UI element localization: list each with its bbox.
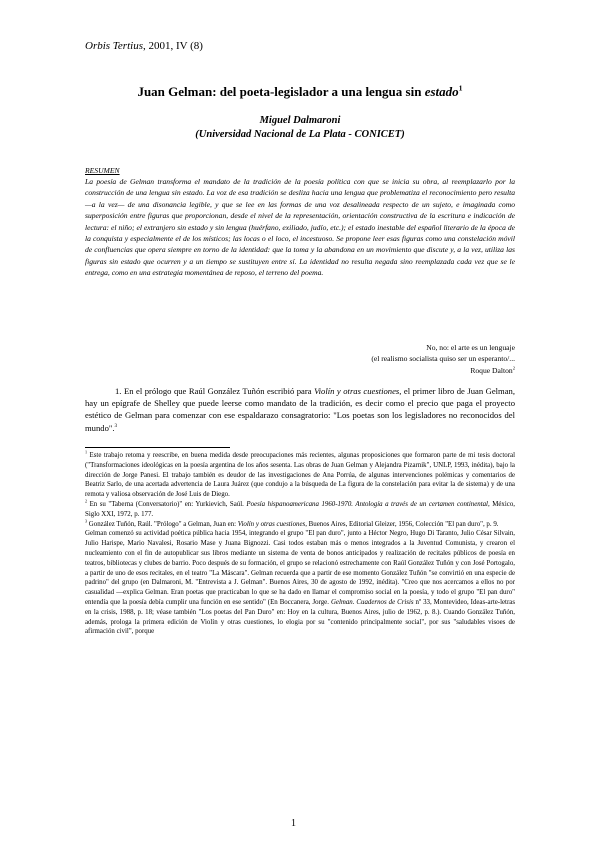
- footnote-3-number: 3: [85, 518, 88, 524]
- footnote-1-number: 1: [85, 449, 88, 455]
- footnote-2-number: 2: [85, 498, 88, 504]
- footnote-3: [85, 520, 515, 530]
- paragraph-1: [85, 385, 515, 434]
- epigraph-line-2: (el realismo socialista quiso ser un esperanto/...: [371, 354, 515, 364]
- title-main: Juan Gelman: del poeta-legislador a una lengua sin: [137, 84, 425, 99]
- footnote-3-cont-start: Gelman comenzó su actividad poética pública hacia 1954, integrando el grupo "El pan duro", junto a Héctor Negro, Hugo Di Taranto, Julio César Silvain, Julio Harispe, Mario Navalesi, Rosario Mase y Juana Bignozzi. Casi todos estaban más o menos integrados a la Juventud Comunista, y crearon el nucleamiento con el fin de autopublicar sus libros mediante un sistema de venta de bonos anticipados y realización de recitales públicos de poesía en teatros, bibliotecas y clubes de barrio. Poco después de su formación, el grupo se relacionó estrechamente con Raúl González Tuñón y con José Portogalo, a partir de uno de esos recitales, en el teatro "La Máscara". Gelman recuerda que a partir de ese momento González Tuñón "se convirtió en una especie de padrino" del grupo (en Dalmaroni, M. "Entrevista a J. Gelman". Buenos Aires, 30 de agosto de 1992, inédita). "Creo que nos acercamos a ellos no por casualidad —explica Gelman. Eran poetas que practicaban lo que se ha dado en llamar el compromiso social en la poesía, y todo el grupo "El pan duro" entendía que la poesía debía cumplir una función en ese sentido" (En Boccanera, Jorge.: [85, 530, 515, 606]
- title-italic: estado: [424, 84, 459, 99]
- paragraph-1-book-title: Violín y otras cuestiones: [314, 386, 400, 396]
- footnote-3-book-title: Violín y otras cuestiones: [237, 520, 306, 528]
- footnote-2: [85, 500, 515, 520]
- footnote-3-continuation: [85, 529, 515, 637]
- abstract-heading: RESUMEN: [85, 166, 120, 175]
- footnote-3-text-start: González Tuñón, Raúl. "Prólogo" a Gelman, Juan en:: [88, 520, 238, 528]
- footnote-2-text-end: , México, Siglo XXI, 1972, p. 177.: [85, 500, 515, 518]
- abstract-text: La poesía de Gelman transforma el mandato de la tradición de la poesía política con que se inicia su obra, al reemplazarlo por la construcción de una lengua sin estado. La voz de esa tradición se desliza hacia una lengua que problematiza el reconocimiento pero resulta —a la vez— de una disonancia legible, y que se lee en las formas de una voz desalineada respecto de un sujeto, e imaginada como superposición entre figuras que proporcionan, desde el nivel de la representación, orientación constructiva de la escritura e indicación de lectura: el niño; el extranjero sin estado y sin lengua (huérfano, exiliado, judío, etc.); el estado inestable del español literario de la época de la conquista y especialmente el de los místicos; las locas o el loco, el incestuoso. Se propone leer esas figuras como una constelación móvil de confluencias que opera siempre en torno de la identidad: que la toma y la abandona en un movimiento que discute y, a la vez, utiliza las figuras sin estado que ocurren y a un tiempo se sustituyen entre sí. La identidad no resulta negada sino reemplazada cada vez que se le entrega, como en una estrategia momentánea de reposo, el terreno del poema.: [85, 177, 515, 278]
- author-block: [85, 114, 515, 142]
- footnote-2-book-title: Poesía hispanoamericana 1960-1970. Antología a través de un certamen continental: [246, 500, 488, 508]
- journal-header: [85, 40, 203, 52]
- footnotes: [85, 451, 515, 637]
- title-note-ref[interactable]: 1: [458, 83, 463, 93]
- author-affiliation: (Universidad Nacional de La Plata - CONICET): [195, 129, 405, 140]
- footnote-1-text: Este trabajo retoma y reescribe, en buena medida desde preocupaciones más recientes, algunas proposiciones que formaron parte de mi tesis doctoral ("Transformaciones ideológicas en la poesía argentina de los años sesenta. Las obras de Juan Gelman y Alejandra Pizarnik", UNLP, 1993, inédita), bajo la dirección de Jorge Panesi. El trabajo también es deudor de las investigaciones de Ana Porrúa, de algunas intervenciones polémicas y comentarios de Beatriz Sarlo, de una acertada advertencia de Laura Juárez (que condujo a la búsqueda de La figura de la constelación para evitar la de sistema) y de una remota y valiosa observación de José Luis de Diego.: [85, 452, 515, 499]
- body-text: [85, 385, 515, 434]
- footnote-divider: [85, 447, 230, 448]
- epigraph-note-ref[interactable]: 2: [512, 365, 515, 371]
- journal-name: Orbis Tertius: [85, 40, 143, 52]
- epigraph-line-1: No, no: el arte es un lenguaje: [426, 343, 515, 352]
- paragraph-1-end: , el primer libro de Juan Gelman, hay un epígrafe de Shelley que puede leerse como mandato de la tradición, es decir como el precio que paga el proyecto estético de Gelman para comenzar con ese espaldarazo consagratorio: "Los poetas son los legisladores no reconocidos del mundo".: [85, 386, 515, 433]
- paper-title: [85, 84, 515, 100]
- footnote-2-text-start: En su "Taberna (Conversatorio)" en: Yurkievich, Saúl.: [89, 500, 247, 508]
- footnote-3-cont-end: nº 33, Montevideo, Ideas-arte-letras en la crisis, 1988, p. 18; véase también "Los poetas del Pan Duro" en: Hoy en la cultura, Buenos Aires, julio de 1962, p. 8.). Cuando González Tuñón, además, prologa la primera edición de Violín y otras cuestiones, lo elogia por su "contenido principalmente social", por sus "saludables visoes de afirmación civil", porque: [85, 598, 516, 636]
- footnote-3-cont-title: Gelman. Cuadernos de Crisis: [330, 598, 414, 606]
- paragraph-1-start: 1. En el prólogo que Raúl González Tuñón escribió para: [115, 386, 315, 396]
- footnote-3-text-end: , Buenos Aires, Editorial Gleizer, 1956, Colección "El pan duro", p. 9.: [305, 520, 499, 528]
- epigraph-author: Roque Dalton: [470, 365, 513, 375]
- journal-issue: , 2001, IV (8): [142, 40, 203, 52]
- paragraph-1-note-ref[interactable]: 3: [114, 422, 118, 429]
- page-number: 1: [291, 818, 296, 829]
- author-name: Miguel Dalmaroni: [259, 115, 341, 126]
- epigraph-attribution: [300, 365, 515, 376]
- epigraph: [300, 342, 515, 376]
- footnote-1: [85, 451, 515, 500]
